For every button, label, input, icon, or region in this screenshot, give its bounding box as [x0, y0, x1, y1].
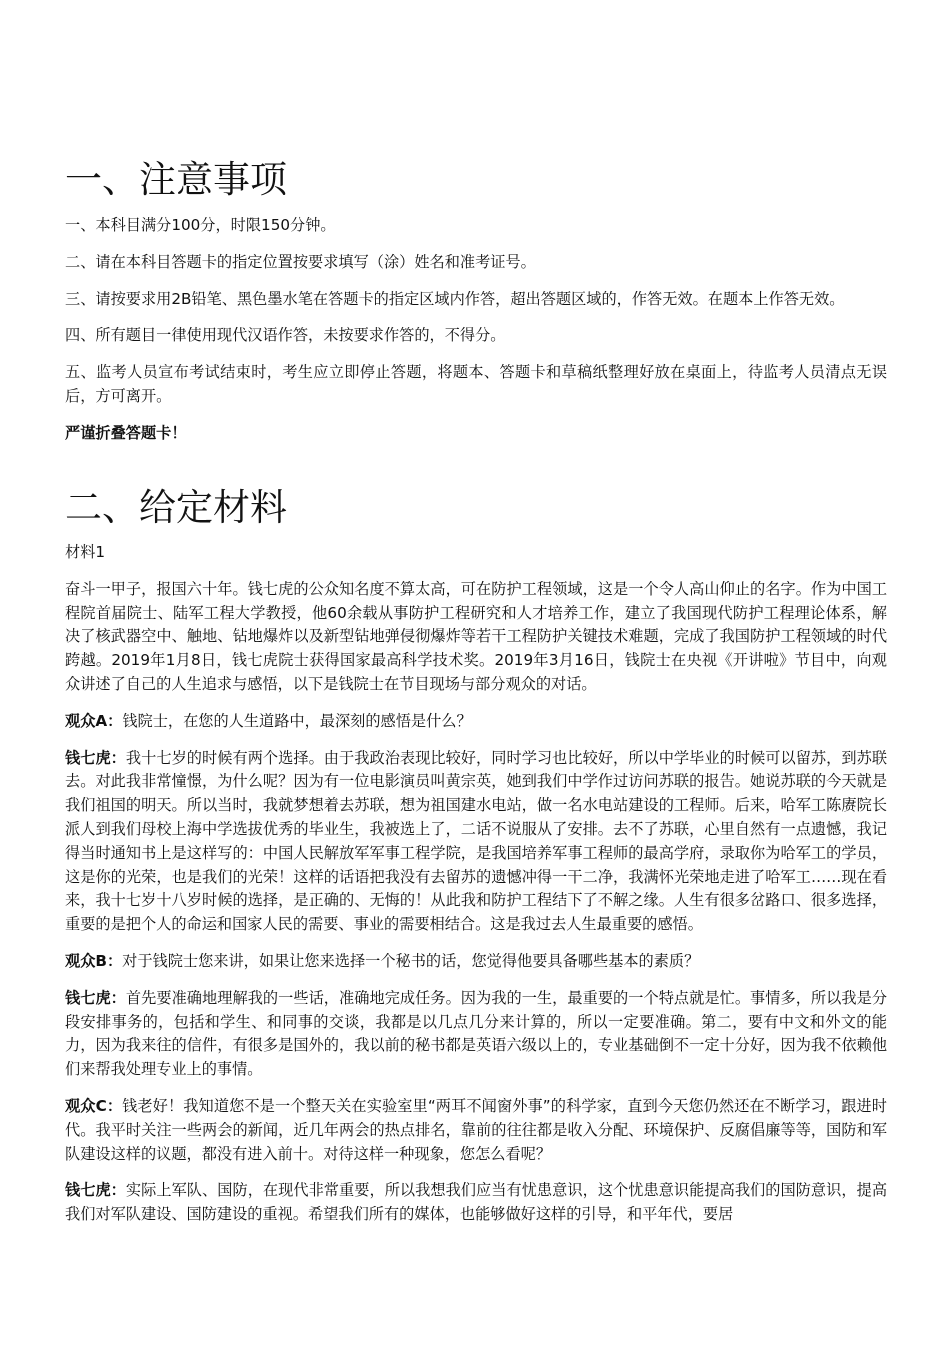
notice-item: 一、本科目满分100分，时限150分钟。: [65, 216, 336, 234]
notice-item: 五、监考人员宣布考试结束时，考生应立即停止答题，将题本、答题卡和草稿纸整理好放在桌面上，待监考人员清点无误后，方可离开。: [65, 363, 887, 405]
speaker-label: 钱七虎：: [65, 988, 126, 1007]
speaker-label: 观众C：: [65, 1096, 123, 1115]
dialogue-paragraph: [65, 710, 887, 734]
dialogue-text: 首先要准确地理解我的一些话，准确地完成任务。因为我的一生，最重要的一个特点就是忙。事情多，所以我是分段安排事务的，包括和学生、和同事的交谈，我都是以几点几分来计算的，所以一定要准确。第二，要有中文和外文的能力，因为我来往的信件，有很多是国外的，我以前的秘书都是英语六级以上的，专业基础倒不一定十分好，因为我不依赖他们来帮我处理专业上的事情。: [65, 988, 888, 1079]
dialogue-text: 钱老好！我知道您不是一个整天关在实验室里“两耳不闻窗外事”的科学家，直到今天您仍然还在不断学习，跟进时代。我平时关注一些两会的新闻，近几年两会的热点排名，靠前的往往都是收入分配、环境保护、反腐倡廉等等，国防和军队建设这样的议题，都没有进入前十。对待这样一种现象，您怎么看呢？: [65, 1096, 887, 1163]
dialogue-text: 我十七岁的时候有两个选择。由于我政治表现比较好，同时学习也比较好，所以中学毕业的时候可以留苏，到苏联去。对此我非常憧憬，为什么呢？因为有一位电影演员叫黄宗英，她到我们中学作过访问苏联的报告。她说苏联的今天就是我们祖国的明天。所以当时，我就梦想着去苏联，想为祖国建水电站，做一名水电站建设的工程师。后来，哈军工陈赓院长派人到我们母校上海中学选拔优秀的毕业生，我被选上了，二话不说服从了安排。去不了苏联，心里自然有一点遗憾，我记得当时通知书上是这样写的：中国人民解放军军事工程学院，是我国培养军事工程师的最高学府，录取你为哈军工的学员，这是你的光荣，也是我们的光荣！这样的话语把我没有去留苏的遗憾冲得一干二净，我满怀光荣地走进了哈军工……现在看来，我十七岁十八岁时候的选择，是正确的、无悔的！从此我和防护工程结下了不解之缘。人生有很多岔路口、很多选择，重要的是把个人的命运和国家人民的需要、事业的需要相结合。这是我过去人生最重要的感悟。: [65, 748, 888, 934]
notice-item: 二、请在本科目答题卡的指定位置按要求填写（涂）姓名和准考证号。: [65, 252, 536, 271]
dialogue-paragraph: [65, 1179, 887, 1227]
section-heading-notices: 一、注意事项: [65, 158, 287, 201]
dialogue-paragraph: [65, 1095, 887, 1166]
speaker-label: 观众B：: [65, 951, 123, 970]
notice-item: 三、请按要求用2B铅笔、黑色墨水笔在答题卡的指定区域内作答，超出答题区域的，作答无效。在题本上作答无效。: [65, 289, 845, 308]
notice-list: [65, 214, 887, 459]
speaker-label: 钱七虎：: [65, 748, 126, 767]
notice-item: 四、所有题目一律使用现代汉语作答，未按要求作答的，不得分。: [65, 326, 506, 345]
section-heading-materials: 二、给定材料: [65, 486, 287, 529]
dialogue-paragraph: [65, 987, 887, 1082]
dialogue-text: 实际上军队、国防，在现代非常重要，所以我想我们应当有忧患意识，这个忧患意识能提高我们的国防意识，提高我们对军队建设、国防建设的重视。希望我们所有的媒体，也能够做好这样的引导，和平年代，要居: [65, 1181, 888, 1224]
materials-body: [65, 541, 887, 1240]
speaker-label: 观众A：: [65, 711, 123, 730]
warning-text: 严谨折叠答题卡！: [65, 423, 187, 442]
dialogue-paragraph: [65, 950, 887, 974]
dialogue-paragraph: [65, 747, 887, 937]
speaker-label: 钱七虎：: [65, 1181, 126, 1200]
dialogue-text: 钱院士，在您的人生道路中，最深刻的感悟是什么？: [122, 711, 472, 730]
dialogue-text: 对于钱院士您来讲，如果让您来选择一个秘书的话，您觉得他要具备哪些基本的素质？: [122, 951, 700, 970]
material-intro: 奋斗一甲子，报国六十年。钱七虎的公众知名度不算太高，可在防护工程领域，这是一个令人高山仰止的名字。作为中国工程院首届院士、陆军工程大学教授，他60余载从事防护工程研究和人才培养工作，建立了我国现代防护工程理论体系，解决了核武器空中、触地、钻地爆炸以及新型钻地弹侵彻爆炸等若干工程防护关键技术难题，完成了我国防护工程领域的时代跨越。2019年1月8日，钱七虎院士获得国家最高科学技术奖。2019年3月16日，钱院士在央视《开讲啦》节目中，向观众讲述了自己的人生追求与感悟，以下是钱院士在节目现场与部分观众的对话。: [65, 579, 887, 693]
material-label: 材料1: [65, 543, 106, 561]
